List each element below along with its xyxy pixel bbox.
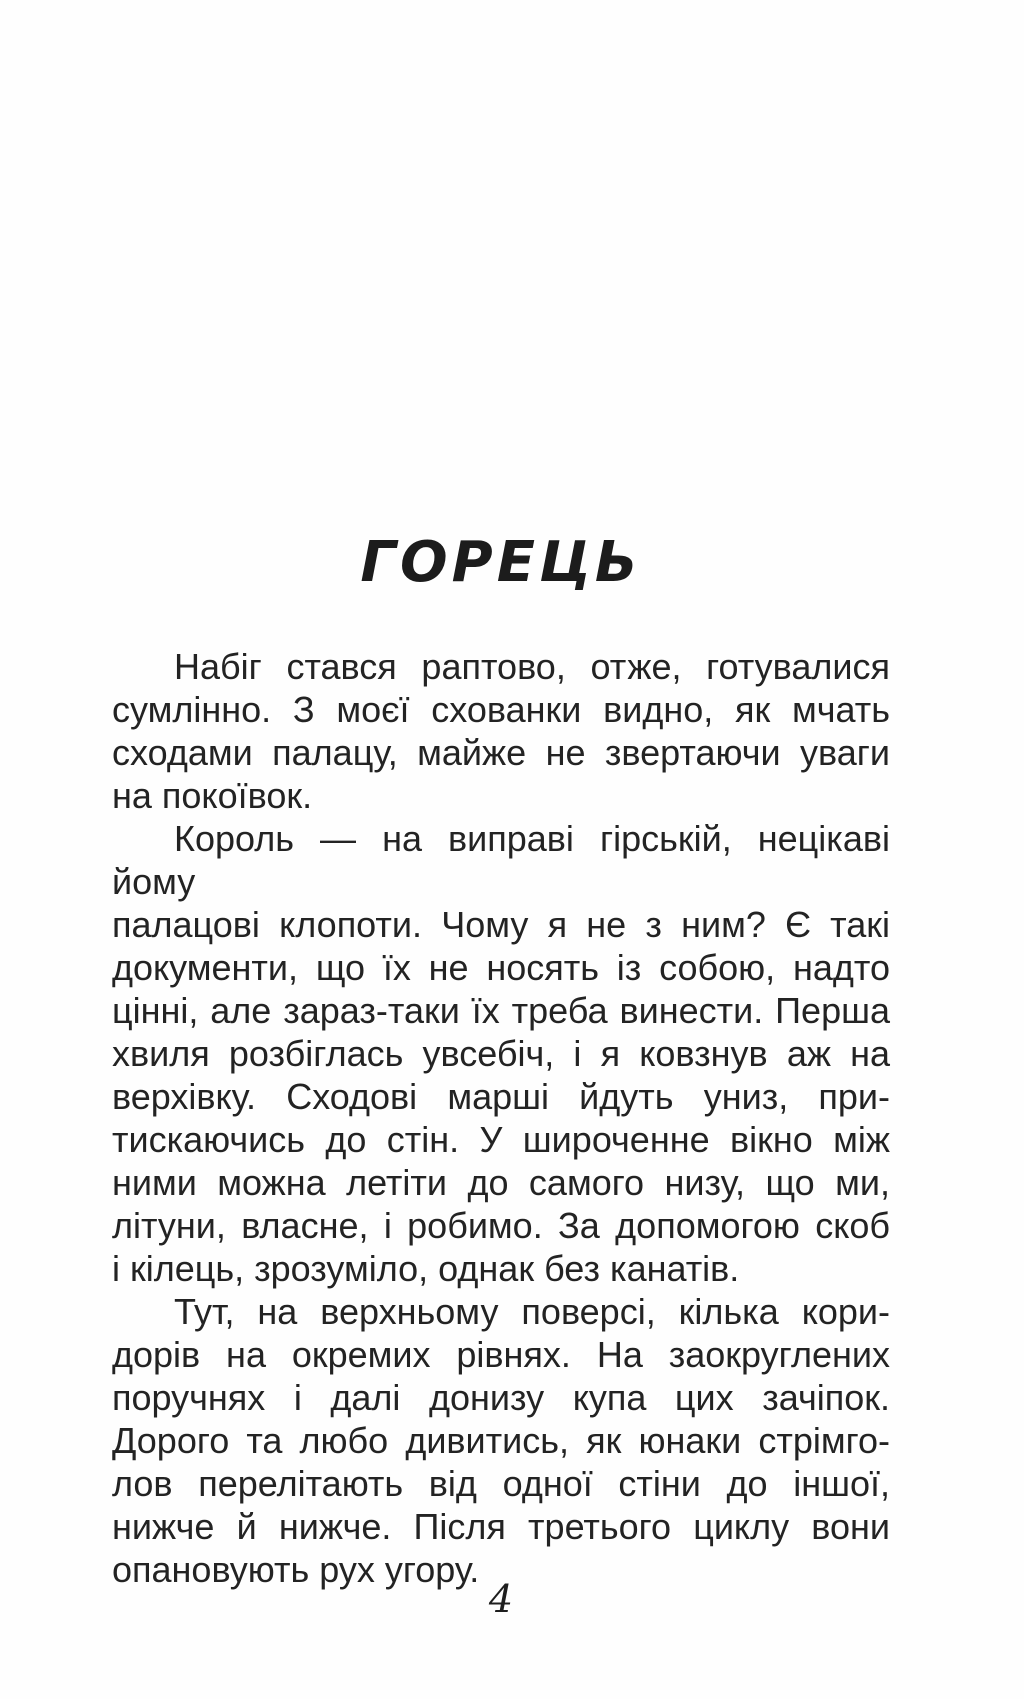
text-line: Тут, на верхньому поверсі, кілька кори-	[174, 1291, 890, 1332]
text-line: лов перелітають від одної стіни до іншої,	[112, 1463, 890, 1504]
text-line: Король — на виправі гірській, нецікаві йому	[112, 818, 890, 902]
text-line: поручнях і далі донизу купа цих зачіпок.	[112, 1377, 890, 1418]
text-line: сходами палацу, майже не звертаючи уваги	[112, 732, 890, 773]
text-line: літуни, власне, і робимо. За допомогою скоб	[112, 1205, 890, 1246]
body-text	[112, 645, 890, 1591]
text-line: тискаючись до стін. У широченне вікно між	[112, 1119, 890, 1160]
text-line: нижче й нижче. Після третього циклу вони	[112, 1506, 890, 1547]
text-line: і кілець, зрозуміло, однак без канатів.	[112, 1248, 740, 1289]
text-line: дорів на окремих рівнях. На заокруглених	[112, 1334, 890, 1375]
paragraph	[112, 1290, 890, 1591]
text-line: хвиля розбіглась увсебіч, і я ковзнув аж на	[112, 1033, 890, 1074]
page-number: 4	[488, 1577, 514, 1621]
paragraph	[112, 817, 890, 1290]
text-line: палацові клопоти. Чому я не з ним? Є такі	[112, 904, 890, 945]
text-line: опановують рух угору.	[112, 1549, 480, 1590]
text-line: на покоївок.	[112, 775, 313, 816]
text-line: цінні, але зараз-таки їх треба винести. Перша	[112, 990, 890, 1031]
text-line: верхівку. Сходові марші йдуть униз, при-	[112, 1076, 890, 1117]
paragraph	[112, 645, 890, 817]
text-line: документи, що їх не носять із собою, надто	[112, 947, 890, 988]
text-line: Дорого та любо дивитись, як юнаки стрімго-	[112, 1420, 890, 1461]
text-line: ними можна летіти до самого низу, що ми,	[112, 1162, 890, 1203]
chapter-title: ГОРЕЦЬ	[360, 530, 642, 595]
text-line: Набіг стався раптово, отже, готувалися	[174, 646, 890, 687]
text-line: сумлінно. З моєї схованки видно, як мчать	[112, 689, 890, 730]
